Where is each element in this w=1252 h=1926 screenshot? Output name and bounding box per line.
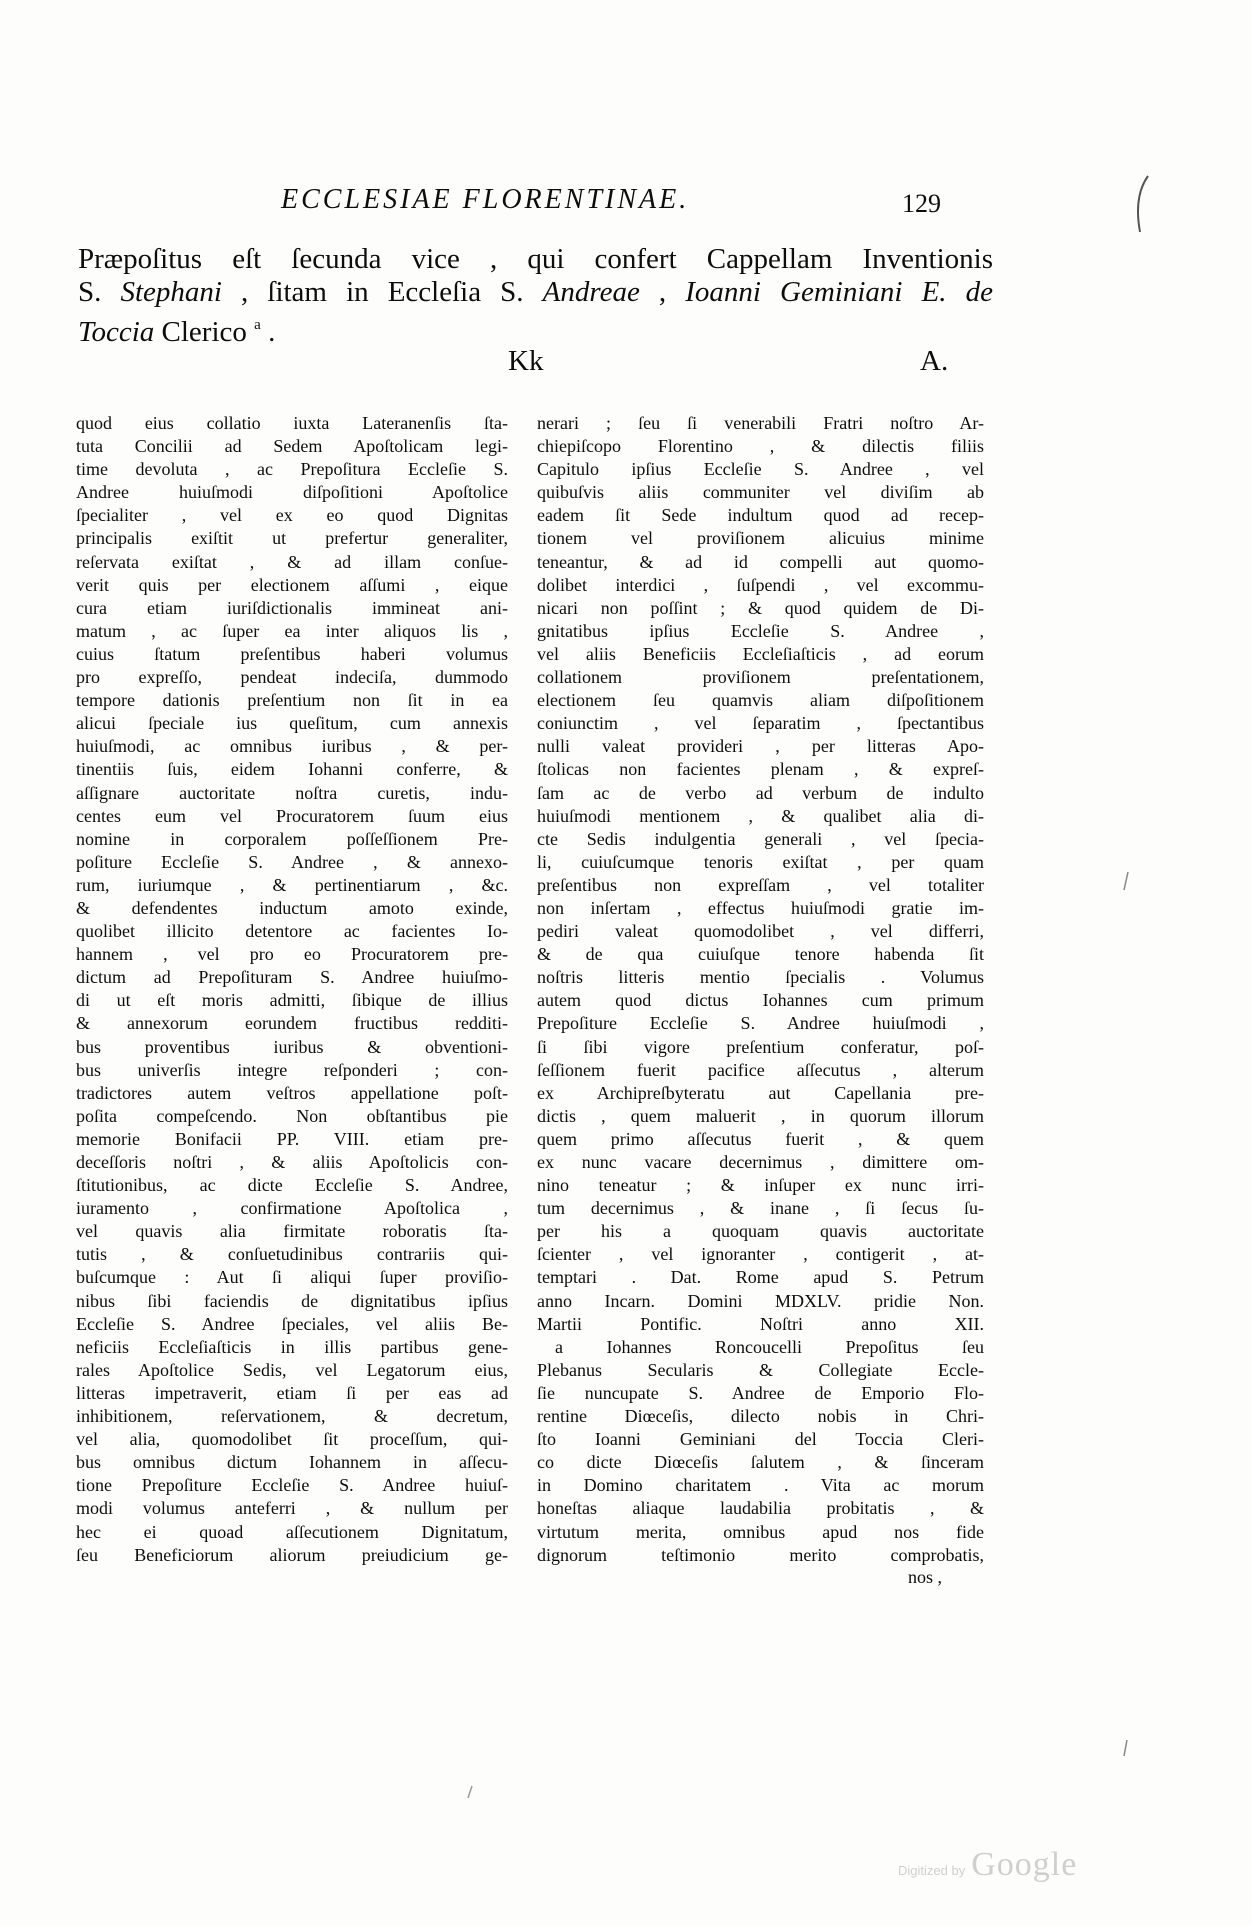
text-line: ſtolicas non facientes plenam , & expreſ- [537, 759, 984, 780]
intro-text-segment: Stephani [120, 276, 222, 308]
text-line: poſiture Eccleſie S. Andree , & annexo- [76, 851, 508, 872]
text-line: in Domino charitatem . Vita ac morum [537, 1475, 984, 1496]
text-line: pediri valeat quomodolibet , vel differri, [537, 921, 984, 942]
text-line: buſcumque : Aut ſi aliqui ſuper proviſio- [76, 1267, 508, 1288]
text-line: iuramento , confirmatione Apoſtolica , [76, 1198, 508, 1219]
text-line: cuius ſtatum preſentibus haberi volumus [76, 643, 508, 664]
text-line: ex nunc vacare decernimus , dimittere om- [537, 1152, 984, 1172]
text-line: litteras impetraverit, etiam ſi per eas ad [76, 1382, 508, 1403]
text-line: nulli valeat provideri , per litteras Apo- [537, 736, 984, 757]
intro-text-segment: Ioanni Geminiani E. de [685, 276, 993, 308]
margin-tick-mark [1124, 1740, 1127, 1756]
text-line: nomine in corporalem poſſeſſionem Pre- [76, 828, 508, 849]
text-line: a Iohannes Roncoucelli Prepoſitus ſeu [555, 1336, 984, 1357]
text-line: inhibitionem, reſervationem, & decretum, [76, 1406, 508, 1427]
text-line: Prepoſiture Eccleſie S. Andree huiuſmodi , [537, 1013, 984, 1034]
text-line: quod eius collatio iuxta Lateranenſis ſta- [76, 413, 508, 433]
text-line: & de qua cuiuſque tenore habenda ſit [537, 944, 984, 965]
text-line: tionem vel proviſionem alicuius minime [537, 528, 984, 549]
watermark-prefix: Digitized by [898, 1863, 966, 1878]
text-line: tempore dationis preſentium non ſit in ea [76, 690, 508, 711]
text-line: collationem proviſionem preſentationem, [537, 667, 984, 688]
text-line: vel quavis alia firmitate roboratis ſta- [76, 1221, 508, 1242]
text-line: alicui ſpeciale ius queſitum, cum annexis [76, 713, 508, 734]
intro-text-segment: Toccia [78, 316, 155, 342]
text-line: memorie Bonifacii PP. VIII. etiam pre- [76, 1128, 508, 1149]
footnote-marker: a [254, 317, 261, 333]
text-line: tum decernimus , & inane , ſi ſecus ſu- [537, 1198, 984, 1219]
intro-line [78, 276, 993, 309]
margin-pencil-stroke [1138, 176, 1148, 232]
text-line: ſtitutionibus, ac dicte Eccleſie S. Andree, [76, 1175, 508, 1196]
text-line: dictis , quem maluerit , in quorum illorum [537, 1105, 984, 1126]
text-line: eadem ſit Sede indultum quod ad recep- [537, 505, 984, 526]
text-line: vel aliis Beneficiis Eccleſiaſticis , ad eorum [537, 643, 984, 664]
signature-mark: Kk [508, 345, 544, 377]
text-line: nicari non poſſint ; & quod quidem de Di- [537, 597, 984, 618]
text-line: neficiis Eccleſiaſticis in illis partibus gene- [76, 1336, 508, 1357]
intro-line [78, 243, 993, 276]
text-line: vel alia, quomodolibet ſit proceſſum, qui- [76, 1429, 508, 1450]
text-line: poſita compeſcendo. Non obſtantibus pie [76, 1105, 508, 1126]
intro-text-segment: Præpoſitus eſt ſecunda vice , qui confert Cappellam Inventionis [78, 243, 993, 275]
text-line: li, cuiuſcumque tenoris exiſtat , per quam [537, 851, 984, 872]
text-line: preſentibus non expreſſam , vel totaliter [537, 874, 984, 895]
text-line: quem primo aſſecutus fuerit , & quem [537, 1128, 984, 1149]
text-line: noſtris litteris mentio ſpecialis . Volumus [537, 967, 984, 988]
right-text-column [537, 412, 984, 1567]
text-line: electionem ſeu quamvis aliam diſpoſitionem [537, 690, 984, 711]
intro-text-segment: . [260, 316, 276, 342]
text-line: Eccleſie S. Andree ſpeciales, vel aliis Be- [76, 1313, 508, 1334]
text-line: Martii Pontific. Noſtri anno XII. [537, 1313, 984, 1334]
text-line: centes eum vel Procuratorem ſuum eius [76, 805, 508, 826]
text-line: Andree huiuſmodi diſpoſitioni Apoſtolice [76, 482, 508, 503]
text-line: ſie nuncupate S. Andree de Emporio Flo- [537, 1382, 984, 1403]
text-line: & annexorum eorundem fructibus redditi- [76, 1013, 508, 1034]
text-line: per his a quoquam quavis auctoritate [537, 1221, 984, 1242]
intro-text-segment: Clerico [154, 316, 255, 342]
digitization-watermark [898, 1846, 1077, 1884]
text-line: ſpecialiter , vel ex eo quod Dignitas [76, 505, 508, 526]
left-text-column [76, 412, 508, 1567]
margin-tick-mark [1124, 872, 1128, 890]
text-line: gnitatibus ipſius Eccleſie S. Andree , [537, 620, 984, 641]
text-line: hec ei quoad aſſecutionem Dignitatum, [76, 1521, 508, 1542]
intro-text-segment: , ſitam in Eccleſia S. [221, 276, 543, 308]
text-line: dictum ad Prepoſituram S. Andree huiuſmo- [76, 967, 508, 988]
text-line: tinentiis ſuis, eidem Iohanni conferre, & [76, 759, 508, 780]
text-line: rum, iuriumque , & pertinentiarum , &c. [76, 874, 508, 895]
text-line: Plebanus Secularis & Collegiate Eccle- [537, 1359, 984, 1380]
watermark-logo: Google [971, 1846, 1078, 1883]
text-line: modi volumus anteferri , & nullum per [76, 1498, 508, 1519]
catchword: nos , [908, 1567, 943, 1587]
text-line: ſeu Beneficiorum aliorum preiudicium ge- [76, 1544, 508, 1565]
text-line: huiuſmodi mentionem , & qualibet alia di- [537, 805, 984, 826]
margin-tick-mark [468, 1786, 472, 1798]
text-line: tutis , & conſuetudinibus contrariis qui- [76, 1244, 508, 1265]
text-line: dolibet interdici , ſuſpendi , vel excommu- [537, 574, 984, 595]
text-line: huiuſmodi, ac omnibus iuribus , & per- [76, 736, 508, 757]
text-line: verit quis per electionem aſſumi , eique [76, 574, 508, 595]
text-line: bus omnibus dictum Iohannem in aſſecu- [76, 1452, 508, 1473]
text-line: quolibet illicito detentore ac facientes Io- [76, 921, 508, 942]
running-head-title: ECCLESIAE FLORENTINAE. [281, 184, 690, 215]
text-line: & defendentes inductum amoto exinde, [76, 897, 508, 918]
signature-mark-right: A. [920, 345, 949, 377]
text-line: co dicte Diœceſis ſalutem , & ſinceram [537, 1452, 984, 1473]
intro-text-segment: Andreae [542, 276, 640, 308]
text-line: ſam ac de verbo ad verbum de indulto [537, 782, 984, 803]
text-line: rentine Diœceſis, dilecto nobis in Chri- [537, 1406, 984, 1427]
text-line: ſto Ioanni Geminiani del Toccia Cleri- [537, 1429, 984, 1450]
text-line: anno Incarn. Domini MDXLV. pridie Non. [537, 1290, 984, 1311]
text-line: pro expreſſo, pendeat indeciſa, dummodo [76, 667, 508, 688]
text-line: nerari ; ſeu ſi venerabili Fratri noſtro Ar- [537, 413, 984, 433]
text-line: di ut eſt moris admitti, ſibique de illius [76, 990, 508, 1011]
text-line: virtutum merita, omnibus apud nos fide [537, 1521, 984, 1542]
text-line: reſervata exiſtat , & ad illam conſue- [76, 551, 508, 572]
text-line: rales Apoſtolice Sedis, vel Legatorum eius, [76, 1359, 508, 1380]
text-line: cura etiam iuriſdictionalis immineat ani- [76, 597, 508, 618]
text-line: principalis exiſtit ut prefertur generaliter, [76, 528, 508, 549]
text-line: matum , ac ſuper ea inter aliquos lis , [76, 620, 508, 641]
text-line: quibuſvis aliis communiter vel diviſim ab [537, 482, 984, 503]
text-line: ſcienter , vel ignoranter , contigerit , at- [537, 1244, 984, 1265]
text-line: teneantur, & ad id compelli aut quomo- [537, 551, 984, 572]
text-line: deceſſoris noſtri , & aliis Apoſtolicis con- [76, 1152, 508, 1172]
text-line: bus proventibus iuribus & obventioni- [76, 1036, 508, 1057]
intro-line [78, 309, 993, 342]
text-line: tione Prepoſiture Eccleſie S. Andree huiuſ- [76, 1475, 508, 1496]
text-line: aſſignare auctoritate noſtra curetis, indu- [76, 782, 508, 803]
intro-text-segment: , [639, 276, 686, 308]
text-line: hannem , vel pro eo Procuratorem pre- [76, 944, 508, 965]
text-line: ſi ſibi vigore preſentium conferatur, poſ- [537, 1036, 984, 1057]
text-line: Capitulo ipſius Eccleſie S. Andree , vel [537, 459, 984, 480]
text-line: nibus ſibi faciendis de dignitatibus ipſius [76, 1290, 508, 1311]
text-line: ſeſſionem fuerit pacifice aſſecutus , alterum [537, 1059, 984, 1080]
text-line: honeſtas aliaque laudabilia probitatis , & [537, 1498, 984, 1519]
intro-text-segment: S. [78, 276, 121, 308]
text-line: coniunctim , vel ſeparatim , ſpectantibus [537, 713, 984, 734]
text-line: dignorum teſtimonio merito comprobatis, [537, 1544, 984, 1565]
page-number: 129 [902, 189, 941, 218]
text-line: temptari . Dat. Rome apud S. Petrum [537, 1267, 984, 1288]
text-line: tuta Concilii ad Sedem Apoſtolicam legi- [76, 436, 508, 457]
text-line: tradictores autem veſtros appellatione poſt- [76, 1082, 508, 1103]
text-line: ex Archipreſbyteratu aut Capellania pre- [537, 1082, 984, 1103]
text-line: bus univerſis integre reſponderi ; con- [76, 1059, 508, 1080]
text-line: time devoluta , ac Prepoſitura Eccleſie S. [76, 459, 508, 480]
text-line: cte Sedis indulgentia generali , vel ſpecia- [537, 828, 984, 849]
text-line: autem quod dictus Iohannes cum primum [537, 990, 984, 1011]
text-line: nino teneatur ; & inſuper ex nunc irri- [537, 1175, 984, 1196]
text-line: non inſertam , effectus huiuſmodi gratie im- [537, 897, 984, 918]
intro-paragraph [78, 243, 993, 342]
text-line: chiepiſcopo Florentino , & dilectis filiis [537, 436, 984, 457]
